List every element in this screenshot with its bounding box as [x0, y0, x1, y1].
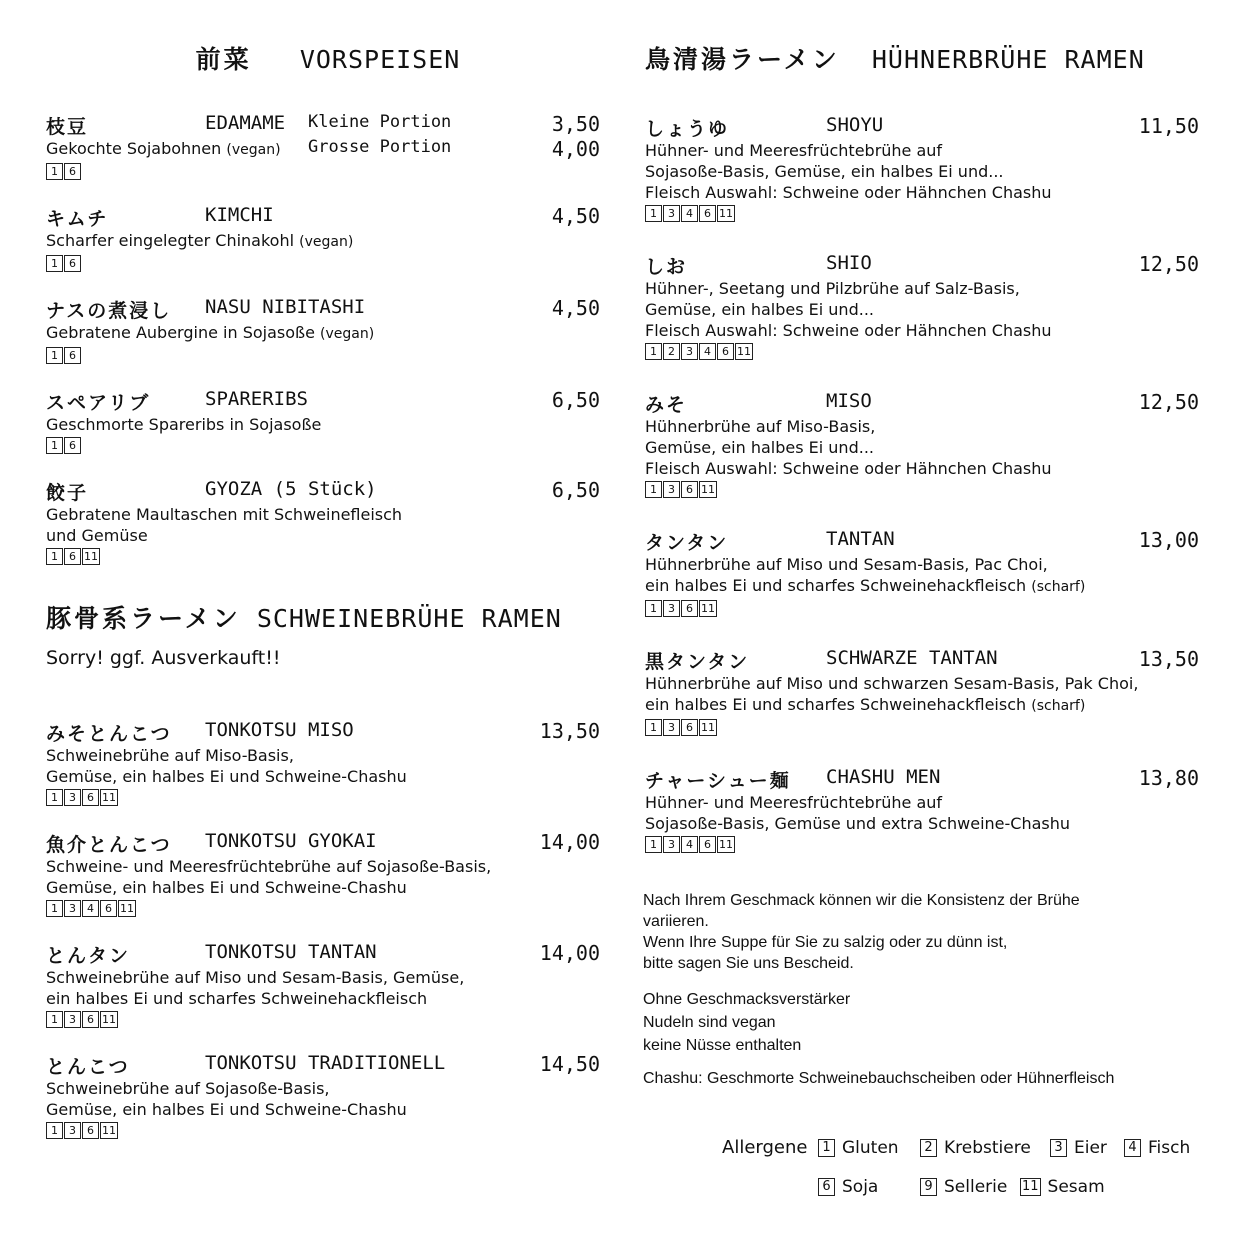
allergen-box: 6	[681, 481, 698, 498]
allergen-legend-code: 3	[1050, 1139, 1067, 1157]
description-text: Hühner- und Meeresfrüchtebrühe auf Sojasoße-Basis, Gemüse, ein halbes Ei und... Fleisch Auswahl: Schweine oder Hähnchen Chashu	[645, 141, 1052, 202]
menu-item-header	[645, 766, 1201, 792]
allergen-codes	[645, 719, 1201, 736]
allergen-box: 11	[102, 1013, 116, 1026]
allergen-codes	[46, 1122, 602, 1139]
menu-item-price: 14,50	[539, 1052, 600, 1076]
allergen-legend-code: 11	[1022, 1179, 1039, 1194]
menu-item-jp-name: しょうゆ	[645, 118, 730, 140]
allergen-box: 11	[719, 838, 733, 851]
portion-label: Kleine Portion	[308, 112, 452, 132]
menu-item-name: SCHWARZE TANTAN	[826, 647, 998, 669]
appetizers-title	[46, 40, 602, 76]
allergen-legend-code: 2	[920, 1139, 937, 1157]
menu-item-jp-name: ナスの煮浸し	[46, 300, 172, 322]
menu-item-header	[645, 528, 1201, 554]
allergen-codes	[46, 789, 602, 806]
menu-item-jp-name: みそ	[645, 394, 688, 416]
menu-item-header	[46, 719, 602, 745]
allergen-box: 1	[46, 347, 63, 364]
menu-item-jp-name: タンタン	[645, 532, 729, 554]
menu-item	[645, 528, 1201, 617]
allergen-box: 6	[82, 789, 99, 806]
allergen-legend-entry	[818, 1138, 899, 1158]
description-note: (vegan)	[320, 326, 375, 342]
sold-out-notice: Sorry! ggf. Ausverkauft!!	[46, 647, 281, 669]
allergen-box: 3	[64, 900, 81, 917]
pork-ramen-title-jp: 豚骨系ラーメン	[46, 604, 241, 633]
allergen-box: 11	[84, 550, 98, 563]
allergen-box: 3	[663, 205, 680, 222]
menu-item-price: 14,00	[539, 941, 600, 965]
menu-item-header	[46, 204, 602, 230]
menu-item-header	[645, 252, 1201, 278]
menu-item-name: NASU NIBITASHI	[205, 296, 366, 318]
allergen-box: 3	[663, 836, 680, 853]
menu-item-name: SHOYU	[826, 114, 884, 136]
allergen-legend-entry	[1020, 1177, 1105, 1197]
allergen-legend-name: Krebstiere	[944, 1138, 1031, 1158]
menu-item-header	[46, 1052, 602, 1078]
menu-item-name: TANTAN	[826, 528, 895, 550]
menu-item-name: GYOZA (5 Stück)	[205, 478, 377, 500]
menu-item	[46, 941, 602, 1028]
allergen-legend-code: 6	[818, 1178, 835, 1196]
allergen-box: 4	[681, 836, 698, 853]
menu-item	[46, 719, 602, 806]
allergen-box: 11	[701, 483, 715, 496]
appetizers-title-de: VORSPEISEN	[299, 45, 461, 74]
allergen-box: 3	[663, 600, 680, 617]
allergen-box: 6	[82, 1011, 99, 1028]
allergen-legend-code: 4	[1124, 1139, 1141, 1157]
menu-item	[46, 296, 602, 364]
menu-item-price: 12,50	[1138, 390, 1199, 414]
allergen-box: 3	[681, 343, 698, 360]
menu-item-header	[46, 296, 602, 322]
menu-item-header	[46, 388, 602, 414]
menu-item-header	[46, 830, 602, 856]
menu-item	[645, 390, 1201, 498]
allergen-box: 11	[701, 602, 715, 615]
allergen-box: 1	[645, 836, 662, 853]
description-text: Schweinebrühe auf Sojasoße-Basis, Gemüse, ein halbes Ei und Schweine-Chashu	[46, 1079, 407, 1119]
menu-item-name: SPARERIBS	[205, 388, 308, 410]
allergen-box: 6	[64, 163, 81, 180]
menu-item-description	[645, 140, 1201, 203]
menu-item-description	[645, 673, 1201, 717]
menu-item-description	[46, 322, 602, 345]
allergen-codes	[46, 163, 602, 180]
facts-info: Ohne Geschmacksverstärker Nudeln sind vegan keine Nüsse enthalten	[643, 991, 851, 1054]
menu-item	[645, 252, 1201, 360]
allergen-legend-code: 9	[920, 1178, 937, 1196]
menu-item-description	[46, 414, 602, 435]
menu-item-price: 11,50	[1138, 114, 1199, 138]
description-text: Hühner-, Seetang und Pilzbrühe auf Salz-Basis, Gemüse, ein halbes Ei und... Fleisch Auswahl: Schweine oder Hähnchen Chashu	[645, 279, 1052, 340]
menu-item-header	[645, 390, 1201, 416]
menu-item-header	[46, 478, 602, 504]
allergen-box: 6	[699, 205, 716, 222]
description-text: Scharfer eingelegter Chinakohl	[46, 231, 295, 250]
allergen-codes	[645, 343, 1201, 360]
allergen-box: 1	[46, 255, 63, 272]
allergen-legend-entry	[818, 1177, 878, 1197]
allergen-box: 6	[64, 347, 81, 364]
menu-item-description	[645, 554, 1201, 598]
allergen-codes	[46, 1011, 602, 1028]
chicken-ramen-title-de: HÜHNERBRÜHE RAMEN	[871, 45, 1145, 74]
allergen-box: 6	[64, 548, 81, 565]
allergen-box: 1	[46, 163, 63, 180]
menu-item	[645, 766, 1201, 853]
allergen-codes	[645, 600, 1201, 617]
allergen-box: 4	[681, 205, 698, 222]
left-column	[46, 40, 602, 1139]
allergen-box: 4	[699, 343, 716, 360]
allergen-box: 11	[719, 207, 733, 220]
chicken-ramen-title	[645, 40, 1201, 76]
portion-label: Grosse Portion	[308, 137, 452, 157]
description-note: (scharf)	[1031, 579, 1086, 595]
taste-info: Nach Ihrem Geschmack können wir die Konsistenz der Brühe variieren. Wenn Ihre Suppe für Sie zu salzig oder zu dünn ist, bitte sagen Sie uns Bescheid.	[643, 892, 1080, 972]
allergen-box: 1	[645, 719, 662, 736]
allergen-box: 1	[46, 789, 63, 806]
allergen-box: 6	[699, 836, 716, 853]
menu-item-jp-name: チャーシュー麺	[645, 770, 791, 792]
allergen-box: 3	[663, 719, 680, 736]
right-column	[643, 40, 1201, 1087]
allergen-box: 6	[64, 437, 81, 454]
description-text: Hühner- und Meeresfrüchtebrühe auf Sojasoße-Basis, Gemüse und extra Schweine-Chashu	[645, 793, 1071, 833]
menu-item-description	[46, 504, 602, 546]
menu-item	[46, 478, 602, 565]
description-text: Geschmorte Spareribs in Sojasoße	[46, 415, 322, 434]
allergen-box: 1	[645, 481, 662, 498]
allergen-legend-name: Soja	[842, 1177, 879, 1197]
menu-item-description	[645, 792, 1201, 834]
menu-item-price: 6,50	[551, 388, 600, 412]
menu-item-description	[645, 416, 1201, 479]
menu-item	[46, 388, 602, 454]
allergen-legend-entry	[1124, 1138, 1190, 1158]
menu-item-description	[46, 967, 602, 1009]
description-text: Gebratene Maultaschen mit Schweinefleisch und Gemüse	[46, 505, 403, 545]
allergen-box: 6	[100, 900, 117, 917]
menu-item	[46, 204, 602, 272]
allergen-box: 3	[64, 1011, 81, 1028]
allergen-box: 1	[46, 900, 63, 917]
menu-item-name: EDAMAME	[205, 112, 286, 134]
allergen-box: 6	[681, 719, 698, 736]
allergen-box: 3	[64, 1122, 81, 1139]
menu-item-header	[46, 941, 602, 967]
allergen-codes	[46, 900, 602, 917]
menu-item-price: 6,50	[551, 478, 600, 502]
menu-item	[46, 112, 602, 180]
menu-item-jp-name: とんタン	[46, 945, 131, 967]
description-note: (vegan)	[226, 142, 281, 158]
menu-item	[46, 830, 602, 917]
menu-item-price: 13,80	[1138, 766, 1199, 790]
chashu-info: Chashu: Geschmorte Schweinebauchscheiben oder Hühnerfleisch	[643, 1070, 1115, 1087]
appetizer-list	[46, 112, 602, 565]
description-text: Schweinebrühe auf Miso-Basis, Gemüse, ein halbes Ei und Schweine-Chashu	[46, 746, 407, 786]
menu-item-header	[645, 647, 1201, 673]
allergen-legend-entry	[920, 1177, 1007, 1197]
allergen-box: 3	[64, 789, 81, 806]
menu-item-header	[645, 114, 1201, 140]
chicken-ramen-list	[645, 114, 1201, 853]
menu-item-jp-name: 餃子	[46, 482, 89, 504]
allergen-box: 2	[663, 343, 680, 360]
menu-item-price: 13,50	[1138, 647, 1199, 671]
menu-item-name: CHASHU MEN	[826, 766, 941, 788]
menu-item	[645, 114, 1201, 222]
portion-price: 4,00	[551, 137, 600, 161]
description-text: Gekochte Sojabohnen	[46, 139, 222, 158]
description-text: Hühnerbrühe auf Miso und schwarzen Sesam-Basis, Pak Choi, ein halbes Ei und scharfes Schweinehackfleisch	[645, 674, 1139, 714]
menu-item-price: 4,50	[551, 296, 600, 320]
description-note: (scharf)	[1031, 698, 1086, 714]
menu-item-price: 4,50	[551, 204, 600, 228]
pork-ramen-title	[46, 599, 602, 635]
menu-item	[46, 1052, 602, 1139]
allergen-box: 4	[82, 900, 99, 917]
menu-item-description	[645, 278, 1201, 341]
menu-item-name: TONKOTSU TANTAN	[205, 941, 377, 963]
appetizers-title-jp: 前菜	[195, 45, 252, 74]
allergen-legend-name: Sellerie	[944, 1177, 1008, 1197]
menu-item-description	[46, 745, 602, 787]
allergen-box: 6	[64, 255, 81, 272]
allergen-codes	[46, 548, 602, 565]
portion-price: 3,50	[551, 112, 600, 136]
menu-item-jp-name: みそとんこつ	[46, 723, 172, 745]
menu-item-jp-name: キムチ	[46, 208, 109, 230]
menu-item-jp-name: 黒タンタン	[645, 651, 750, 673]
menu-item-price: 13,00	[1138, 528, 1199, 552]
allergen-codes	[645, 205, 1201, 222]
description-text: Schweinebrühe auf Miso und Sesam-Basis, Gemüse, ein halbes Ei und scharfes Schweinehackfleisch	[46, 968, 465, 1008]
allergen-box: 1	[645, 205, 662, 222]
description-note: (vegan)	[299, 234, 354, 250]
allergen-legend-entry	[920, 1138, 1031, 1158]
allergen-box: 3	[663, 481, 680, 498]
allergen-box: 6	[82, 1122, 99, 1139]
menu-item-name: KIMCHI	[205, 204, 274, 226]
menu-item-jp-name: スペアリブ	[46, 392, 151, 414]
allergen-box: 1	[46, 437, 63, 454]
allergen-box: 1	[46, 1122, 63, 1139]
allergen-box: 1	[645, 343, 662, 360]
allergen-codes	[645, 481, 1201, 498]
allergen-codes	[46, 347, 602, 364]
allergen-legend-name: Eier	[1074, 1138, 1107, 1158]
allergen-box: 11	[102, 1124, 116, 1137]
menu-item	[645, 647, 1201, 736]
description-text: Gebratene Aubergine in Sojasoße	[46, 323, 315, 342]
menu-item-description	[46, 856, 602, 898]
menu-item-jp-name: とんこつ	[46, 1056, 130, 1078]
menu-item-jp-name: 魚介とんこつ	[46, 834, 172, 856]
menu-item-price: 12,50	[1138, 252, 1199, 276]
menu-item-name: SHIO	[826, 252, 872, 274]
description-text: Hühnerbrühe auf Miso-Basis, Gemüse, ein halbes Ei und... Fleisch Auswahl: Schweine oder Hähnchen Chashu	[645, 417, 1052, 478]
allergen-codes	[46, 255, 602, 272]
allergen-box: 11	[701, 721, 715, 734]
description-text: Schweine- und Meeresfrüchtebrühe auf Sojasoße-Basis, Gemüse, ein halbes Ei und Schweine-Chashu	[46, 857, 492, 897]
menu-item-name: TONKOTSU GYOKAI	[205, 830, 377, 852]
menu-item-price: 13,50	[539, 719, 600, 743]
allergen-legend-entry	[1050, 1138, 1107, 1158]
allergen-box: 11	[102, 791, 116, 804]
menu-item-price: 14,00	[539, 830, 600, 854]
menu-item-name: TONKOTSU MISO	[205, 719, 354, 741]
allergen-box: 6	[681, 600, 698, 617]
allergen-legend-label: Allergene	[722, 1137, 808, 1158]
allergen-legend-name: Gluten	[842, 1138, 899, 1158]
menu-item-name: MISO	[826, 390, 872, 412]
menu-item-jp-name: しお	[645, 256, 688, 278]
allergen-legend-code: 1	[818, 1139, 835, 1157]
menu-item-description	[46, 230, 602, 253]
allergen-box: 6	[717, 343, 734, 360]
pork-ramen-title-de: SCHWEINEBRÜHE RAMEN	[256, 604, 562, 633]
allergen-box: 11	[120, 902, 134, 915]
allergen-box: 1	[46, 548, 63, 565]
allergen-box: 1	[645, 600, 662, 617]
allergen-legend-name: Sesam	[1047, 1177, 1105, 1197]
menu-item-jp-name: 枝豆	[46, 116, 89, 138]
menu-item-name: TONKOTSU TRADITIONELL	[205, 1052, 446, 1074]
description-text: Hühnerbrühe auf Miso und Sesam-Basis, Pac Choi, ein halbes Ei und scharfes Schweinehackfleisch	[645, 555, 1048, 595]
allergen-codes	[46, 437, 602, 454]
allergen-legend-name: Fisch	[1148, 1138, 1191, 1158]
pork-ramen-list	[46, 719, 602, 1139]
allergen-box: 1	[46, 1011, 63, 1028]
menu-item-description	[46, 1078, 602, 1120]
allergen-codes	[645, 836, 1201, 853]
allergen-box: 11	[737, 345, 751, 358]
chicken-ramen-title-jp: 鳥清湯ラーメン	[645, 45, 840, 74]
